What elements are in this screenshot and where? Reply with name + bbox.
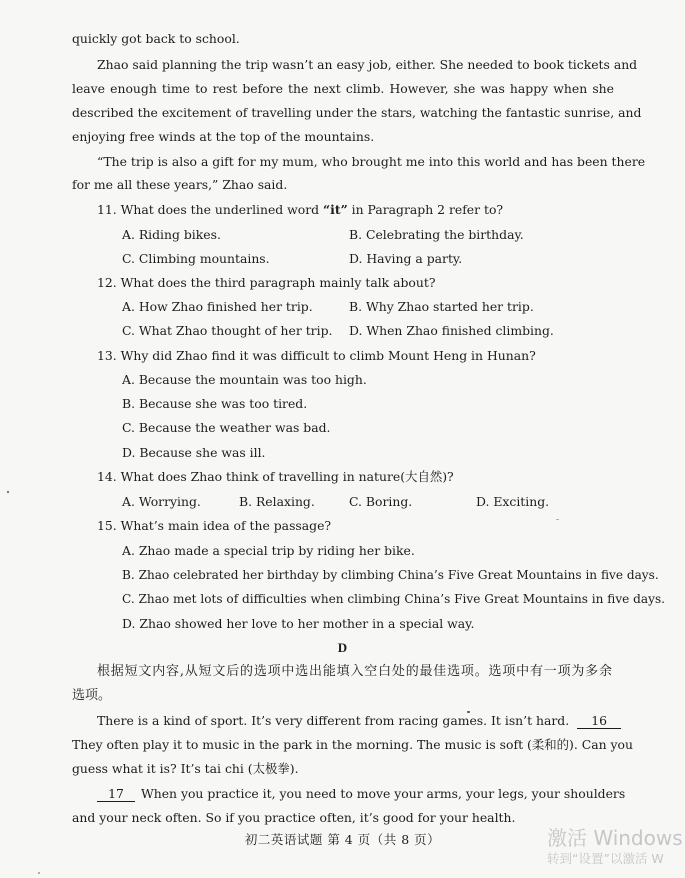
option-a: A. Zhao made a special trip by riding her bike. xyxy=(122,543,415,558)
passage-line: described the excitement of travelling under the stars, watching the fantastic sunrise, and xyxy=(72,105,642,120)
scan-speck xyxy=(467,711,470,713)
passage-d-line xyxy=(97,713,614,729)
question-13-stem: 13. Why did Zhao find it was difficult to climb Mount Heng in Hunan? xyxy=(97,348,536,363)
question-stem-bold-word: “it” xyxy=(323,202,348,217)
passage-d-line: guess what it is? It’s tai chi (太极拳). xyxy=(72,761,299,776)
question-stem-text: in Paragraph 2 refer to? xyxy=(347,202,504,217)
option-c: C. Zhao met lots of difficulties when climbing China’s Five Great Mountains in five days. xyxy=(122,592,666,606)
passage-line: leave enough time to rest before the next climb. However, she was happy when she xyxy=(72,81,614,96)
option-a: A. Worrying. xyxy=(122,494,201,509)
question-15-stem: 15. What’s main idea of the passage? xyxy=(97,518,332,533)
blank-16: 16 xyxy=(577,714,621,729)
option-c: C. What Zhao thought of her trip. xyxy=(122,323,333,338)
passage-text: When you practice it, you need to move your arms, your legs, your shoulders xyxy=(141,786,626,801)
option-c: C. Because the weather was bad. xyxy=(122,420,331,435)
section-instructions: 根据短文内容,从短文后的选项中选出能填入空白处的最佳选项。选项中有一项为多余 xyxy=(97,664,612,679)
question-14-stem: 14. What does Zhao think of travelling in nature(大自然)? xyxy=(97,469,454,484)
passage-line: Zhao said planning the trip wasn’t an easy job, either. She needed to book tickets and xyxy=(97,57,638,72)
blank-17: 17 xyxy=(97,787,135,802)
option-d: D. Having a party. xyxy=(349,251,463,266)
passage-line: enjoying free winds at the top of the mountains. xyxy=(72,129,375,144)
option-c: C. Boring. xyxy=(349,494,413,509)
option-d: D. Because she was ill. xyxy=(122,445,266,460)
passage-d-line: They often play it to music in the park in the morning. The music is soft (柔和的). Can you xyxy=(72,737,633,752)
option-c: C. Climbing mountains. xyxy=(122,251,270,266)
passage-line: quickly got back to school. xyxy=(72,31,240,46)
passage-line: for me all these years,” Zhao said. xyxy=(72,177,288,192)
section-instructions: 选项。 xyxy=(72,688,112,703)
scan-speck xyxy=(38,872,40,874)
option-d: D. When Zhao finished climbing. xyxy=(349,323,554,338)
option-b: B. Because she was too tired. xyxy=(122,396,308,411)
passage-line: “The trip is also a gift for my mum, who brought me into this world and has been there xyxy=(97,154,646,169)
section-heading: D xyxy=(337,640,348,655)
question-11-stem xyxy=(97,202,503,218)
option-d: D. Exciting. xyxy=(476,494,550,509)
option-a: A. How Zhao finished her trip. xyxy=(122,299,313,314)
option-b: B. Celebrating the birthday. xyxy=(349,227,524,242)
option-d: D. Zhao showed her love to her mother in a special way. xyxy=(122,616,475,631)
option-b: B. Relaxing. xyxy=(239,494,315,509)
passage-text: There is a kind of sport. It’s very different from racing games. It isn’t hard. xyxy=(97,713,570,728)
scan-speck xyxy=(556,519,559,520)
question-stem-text: 11. What does the underlined word xyxy=(97,202,324,217)
question-12-stem: 12. What does the third paragraph mainly talk about? xyxy=(97,275,436,290)
passage-d-line xyxy=(97,786,626,802)
option-b: B. Zhao celebrated her birthday by climbing China’s Five Great Mountains in five days. xyxy=(122,568,659,582)
page-footer: 初二英语试题 第 4 页（共 8 页） xyxy=(244,832,441,847)
scan-speck xyxy=(7,491,9,493)
option-b: B. Why Zhao started her trip. xyxy=(349,299,534,314)
activation-watermark-title: 激活 Windows xyxy=(547,826,683,850)
activation-watermark-subtitle: 转到“设置”以激活 W xyxy=(547,851,664,866)
option-a: A. Riding bikes. xyxy=(122,227,221,242)
option-a: A. Because the mountain was too high. xyxy=(122,372,367,387)
passage-d-line: and your neck often. So if you practice often, it’s good for your health. xyxy=(72,810,516,825)
